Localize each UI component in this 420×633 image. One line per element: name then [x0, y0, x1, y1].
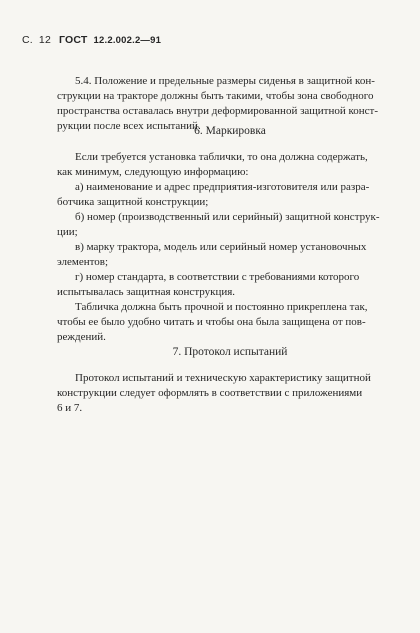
paragraph-line: чтобы ее было удобно читать и чтобы она была защищена от пов- — [57, 316, 366, 328]
paragraph-line: Если требуется установка таблички, то она должна содержать, — [75, 151, 368, 163]
section-6-body — [57, 150, 387, 345]
standard-number: 12.2.002.2—91 — [93, 35, 162, 46]
list-item-g: г) номер стандарта, в соответствии с требованиями которого — [75, 271, 360, 283]
paragraph-line: пространства оставалась внутри деформированной защитной конст- — [57, 105, 379, 117]
header-prefix: С. — [22, 34, 33, 46]
page-number: 12 — [38, 34, 51, 46]
list-item-b: б) номер (производственный или серийный) защитной конструк- — [75, 211, 380, 223]
section-7-heading — [0, 346, 420, 358]
standard-name: ГОСТ — [59, 34, 88, 46]
paragraph-line: конструкции следует оформлять в соответствии с приложениями — [57, 387, 363, 399]
paragraph-line: реждений. — [57, 331, 106, 343]
paragraph-line: Табличка должна быть прочной и постоянно прикреплена так, — [75, 301, 368, 313]
paragraph-line: 6 и 7. — [57, 402, 83, 414]
list-item-a: а) наименование и адрес предприятия-изготовителя или разра- — [75, 181, 370, 193]
paragraph-line: ботчика защитной конструкции; — [57, 196, 209, 208]
paragraph-line: Протокол испытаний и техническую характеристику защитной — [75, 372, 371, 384]
paragraph-line: как минимум, следующую информацию: — [57, 166, 249, 178]
paragraph-line: струкции на тракторе должны быть такими, чтобы зона свободного — [57, 90, 374, 102]
paragraph-line: 5.4. Положение и предельные размеры сиденья в защитной кон- — [75, 75, 375, 87]
page-header — [22, 34, 161, 46]
section-7-body — [57, 371, 387, 416]
paragraph-line: испытывалась защитная конструкция. — [57, 286, 236, 298]
paragraph-line: элементов; — [57, 256, 109, 268]
section-6-title: 6. Маркировка — [194, 125, 266, 137]
list-item-v: в) марку трактора, модель или серийный номер установочных — [75, 241, 367, 253]
paragraph-line: рукции после всех испытаний. — [57, 120, 201, 132]
section-7-title: 7. Протокол испытаний — [172, 346, 288, 358]
section-6-heading — [0, 125, 420, 137]
paragraph-line: ции; — [57, 226, 78, 238]
